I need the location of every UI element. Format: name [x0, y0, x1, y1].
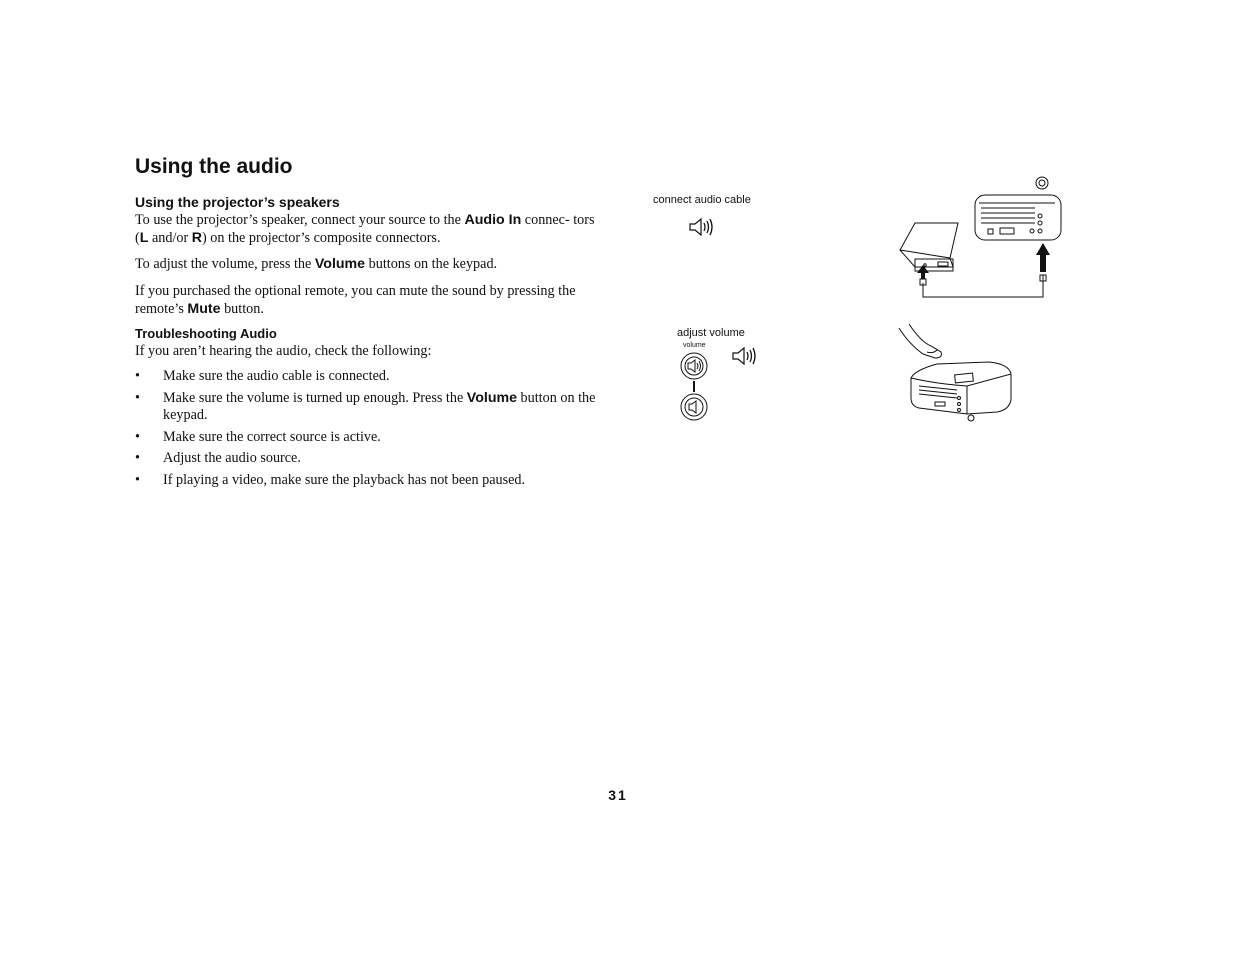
text: Make sure the volume is turned up enough. Press the [163, 389, 467, 406]
bold-term-mute: Mute [187, 300, 221, 317]
text: If you purchased the optional remote, you can mute the sound by pressing the remote’s [135, 283, 576, 317]
volume-keypad-illustration [678, 350, 712, 424]
projector-front-icon [911, 362, 1011, 421]
bold-term-r: R [191, 229, 202, 246]
list-item [135, 390, 605, 425]
bold-term-volume: Volume [314, 256, 366, 272]
bold-term-audio-in: Audio In [464, 212, 522, 228]
page-number: 31 [608, 787, 628, 803]
figure-label-connect: connect audio cable [653, 194, 751, 206]
text: and/or [148, 229, 192, 246]
arrow-up-icon [1036, 243, 1050, 272]
figure-label-adjust: adjust volume [677, 327, 745, 339]
list-item: • If playing a video, make sure the playback has not been paused. [135, 472, 605, 490]
laptop-icon [900, 223, 958, 271]
list-item: • Make sure the correct source is active. [135, 429, 605, 447]
text: button on the keypad. [163, 389, 596, 423]
speaker-icon [731, 347, 757, 365]
bold-term-l: L [139, 229, 149, 246]
text: To adjust the volume, press the [135, 256, 315, 272]
troubleshooting-list [135, 368, 605, 493]
troubleshooting-intro: If you aren’t hearing the audio, check the following: [135, 343, 432, 359]
paragraph-volume [135, 256, 605, 274]
text: To use the projector’s speaker, connect your source to the [135, 212, 465, 228]
speaker-icon [688, 218, 714, 236]
text: ) on the projector’s composite connectors. [202, 229, 441, 246]
section-heading-troubleshooting: Troubleshooting Audio [135, 326, 277, 341]
text: buttons on the keypad. [365, 256, 498, 272]
paragraph-audio-in [135, 212, 605, 247]
bold-term-volume: Volume [466, 389, 517, 406]
text: connec- tors ( [135, 212, 595, 246]
list-item: • Adjust the audio source. [135, 450, 605, 468]
section-heading-speakers: Using the projector’s speakers [135, 194, 340, 210]
connection-illustration [895, 175, 1065, 305]
page-title: Using the audio [135, 155, 293, 178]
text: button. [220, 300, 264, 317]
projector-keypad-illustration [897, 322, 1017, 424]
keypad-label-volume: volume [683, 342, 706, 349]
projector-back-icon [975, 177, 1061, 240]
hand-icon [899, 324, 941, 358]
list-item: • Make sure the audio cable is connected. [135, 368, 605, 386]
audio-cable [923, 275, 1043, 297]
paragraph-mute [135, 283, 605, 318]
